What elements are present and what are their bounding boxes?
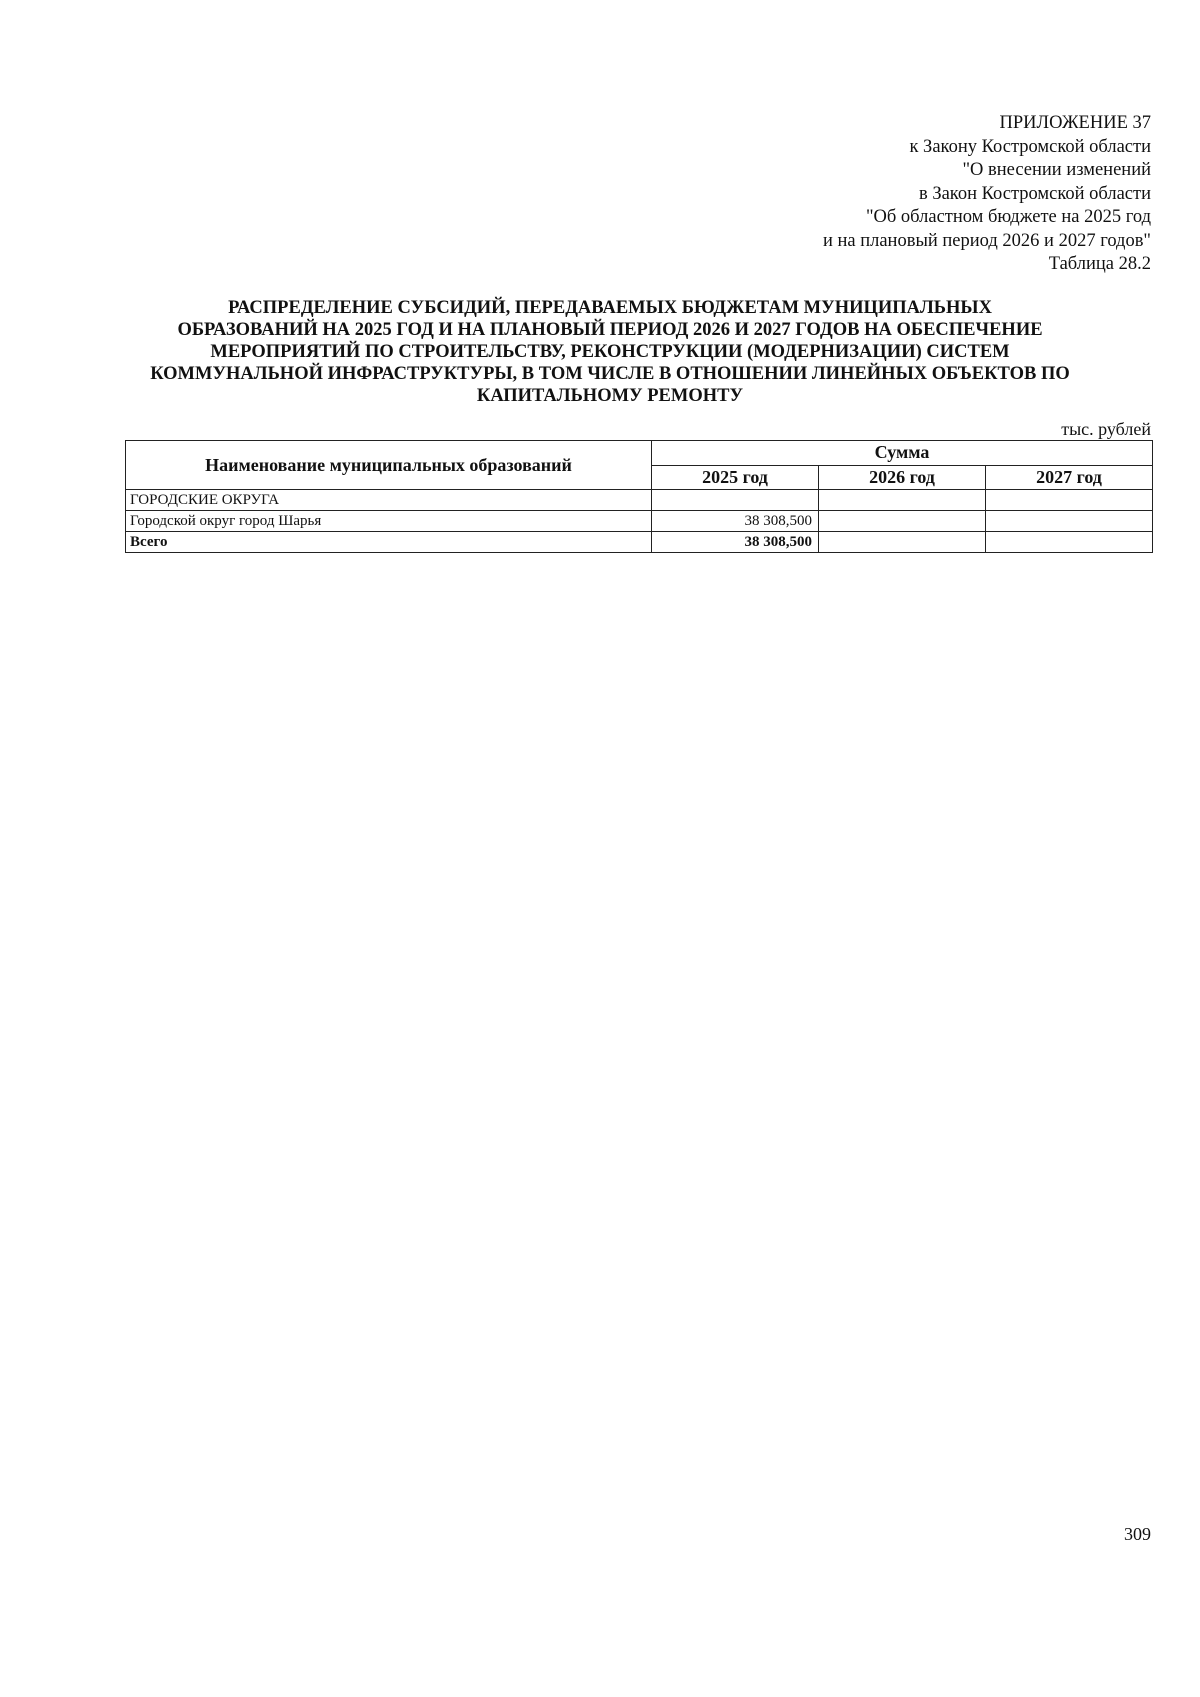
appendix-header — [551, 112, 1151, 277]
title-line: РАСПРЕДЕЛЕНИЕ СУБСИДИЙ, ПЕРЕДАВАЕМЫХ БЮДЖЕТАМ МУНИЦИПАЛЬНЫХ — [228, 298, 992, 318]
total-label: Всего — [126, 532, 652, 553]
table-header-row — [126, 441, 1153, 466]
page-number: 309 — [1124, 1524, 1151, 1544]
title-line: ОБРАЗОВАНИЙ НА 2025 ГОД И НА ПЛАНОВЫЙ ПЕРИОД 2026 И 2027 ГОДОВ НА ОБЕСПЕЧЕНИЕ — [177, 320, 1043, 340]
row-value-2026 — [819, 490, 986, 511]
row-name: Городской округ город Шарья — [126, 511, 652, 532]
row-value-2025 — [652, 490, 819, 511]
total-value-2025: 38 308,500 — [652, 532, 819, 553]
table-row — [126, 511, 1153, 532]
column-header-sum: Сумма — [652, 441, 1153, 466]
appendix-line: "О внесении изменений — [962, 160, 1151, 180]
column-header-2026: 2026 год — [819, 465, 986, 490]
row-value-2025: 38 308,500 — [652, 511, 819, 532]
row-value-2026 — [819, 511, 986, 532]
title-line: КАПИТАЛЬНОМУ РЕМОНТУ — [476, 386, 744, 406]
column-header-name: Наименование муниципальных образований — [126, 441, 652, 490]
total-value-2026 — [819, 532, 986, 553]
appendix-line: к Закону Костромской области — [909, 136, 1151, 157]
column-header-2025: 2025 год — [652, 465, 819, 490]
appendix-line: и на плановый период 2026 и 2027 годов" — [822, 230, 1151, 251]
title-line: КОММУНАЛЬНОЙ ИНФРАСТРУКТУРЫ, В ТОМ ЧИСЛЕ В ОТНОШЕНИИ ЛИНЕЙНЫХ ОБЪЕКТОВ ПО — [150, 364, 1070, 384]
table-number: Таблица 28.2 — [1048, 254, 1151, 274]
appendix-line: ПРИЛОЖЕНИЕ 37 — [999, 113, 1151, 133]
total-value-2027 — [986, 532, 1153, 553]
table-total-row — [126, 532, 1153, 553]
table-row — [126, 490, 1153, 511]
title-line: МЕРОПРИЯТИЙ ПО СТРОИТЕЛЬСТВУ, РЕКОНСТРУКЦИИ (МОДЕРНИЗАЦИИ) СИСТЕМ — [210, 342, 1010, 362]
appendix-line: в Закон Костромской области — [918, 183, 1151, 204]
subsidy-table — [125, 440, 1153, 553]
row-value-2027 — [986, 490, 1153, 511]
units-label: тыс. рублей — [1061, 419, 1151, 439]
row-name: ГОРОДСКИЕ ОКРУГА — [126, 490, 652, 511]
row-value-2027 — [986, 511, 1153, 532]
document-title — [110, 297, 1110, 407]
column-header-2027: 2027 год — [986, 465, 1153, 490]
appendix-line: "Об областном бюджете на 2025 год — [865, 207, 1151, 227]
